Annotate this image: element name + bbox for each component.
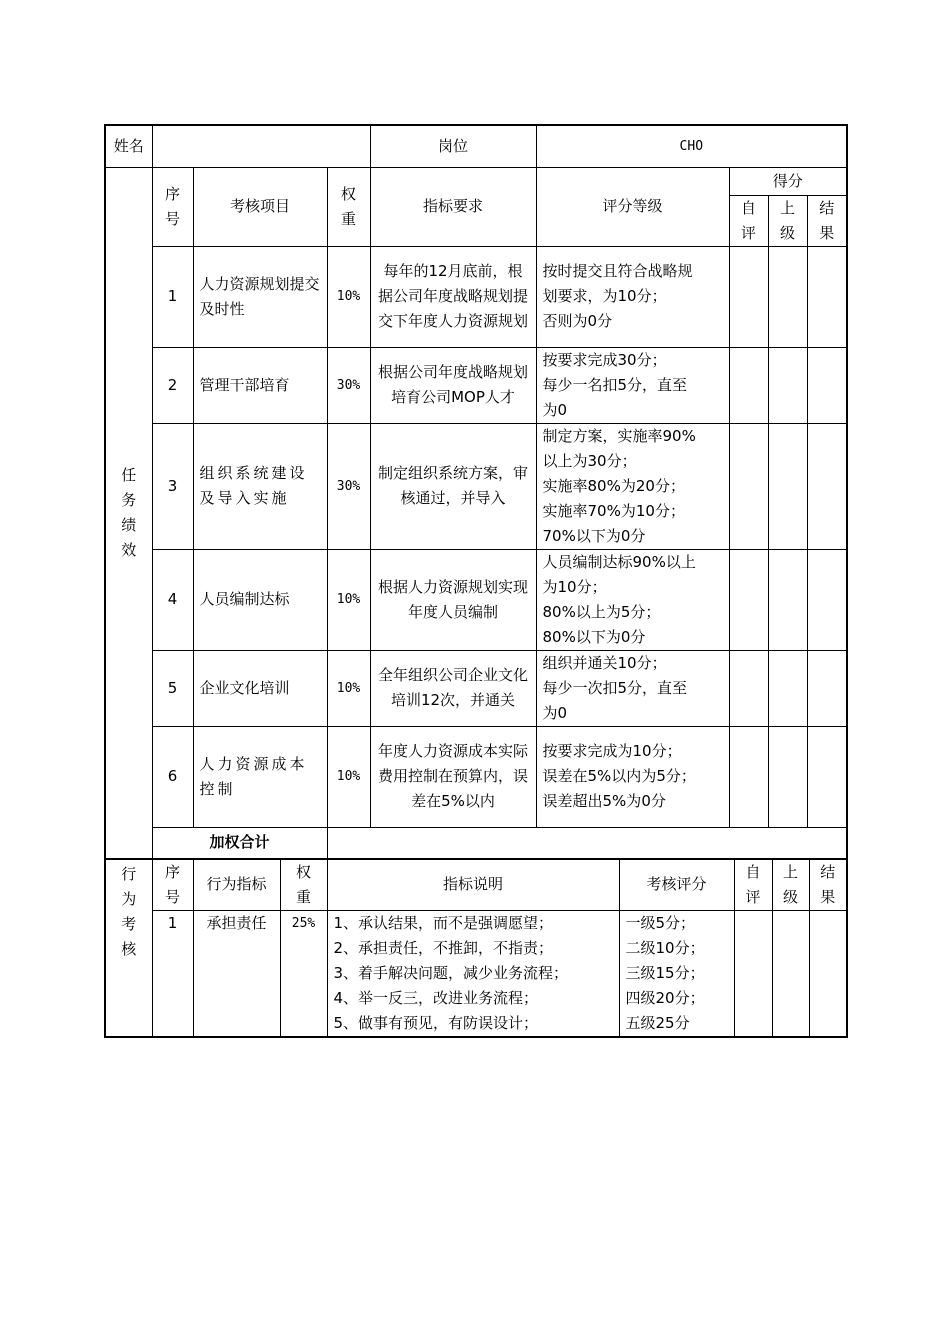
grade-line: 制定方案，实施率90% — [542, 426, 696, 445]
eval-line: 三级15分； — [625, 963, 705, 982]
task-performance-table — [104, 124, 848, 859]
weighted-total-value[interactable] — [327, 827, 847, 858]
row-item: 人力资源规划提交及时性 — [193, 246, 327, 347]
behavior-section-char: 考 — [121, 914, 137, 933]
behavior-col-superior: 上级 — [772, 859, 809, 910]
row-weight: 30% — [327, 347, 370, 423]
eval-line: 二级10分； — [625, 938, 705, 957]
col-req-header: 指标要求 — [370, 167, 536, 246]
post-label — [370, 125, 536, 167]
behavior-section-char: 行 — [121, 864, 137, 883]
col-self-header: 自评 — [729, 195, 768, 246]
col-grade-header: 评分等级 — [536, 167, 729, 246]
behavior-col-eval: 考核评分 — [619, 859, 734, 910]
grade-line: 为10分； — [542, 577, 607, 596]
superior-score-cell[interactable] — [768, 726, 807, 827]
task-section-char: 务 — [121, 490, 137, 509]
table-row — [105, 910, 847, 1037]
row-grade — [536, 347, 729, 423]
row-req: 年度人力资源成本实际费用控制在预算内，误差在5%以内 — [370, 726, 536, 827]
grade-line: 80%以下为0分 — [542, 627, 646, 646]
row-req: 每年的12月底前，根据公司年度战略规划提交下年度人力资源规划 — [370, 246, 536, 347]
superior-score-cell[interactable] — [768, 246, 807, 347]
behavior-col-weight: 权重 — [280, 859, 327, 910]
result-score-cell[interactable] — [807, 650, 847, 726]
row-item: 人力资源成本控制 — [193, 726, 327, 827]
row-req: 制定组织系统方案，审核通过，并导入 — [370, 423, 536, 549]
col-item-header: 考核项目 — [193, 167, 327, 246]
self-score-cell[interactable] — [729, 246, 768, 347]
task-section-char: 绩 — [121, 515, 137, 534]
row-req: 全年组织公司企业文化培训12次，并通关 — [370, 650, 536, 726]
grade-line: 按时提交且符合战略规 — [542, 262, 693, 280]
eval-line: 四级20分； — [625, 988, 705, 1007]
grade-line: 每少一次扣5分，直至 — [542, 678, 688, 697]
grade-line: 实施率80%为20分； — [542, 476, 685, 495]
grade-line: 每少一名扣5分，直至 — [542, 375, 688, 394]
row-item: 管理干部培育 — [193, 347, 327, 423]
self-score-cell[interactable] — [729, 726, 768, 827]
row-seq: 2 — [152, 347, 193, 423]
row-weight: 10% — [327, 650, 370, 726]
behavior-table — [104, 859, 848, 1038]
post-label-text: 岗位 — [438, 136, 469, 155]
row-grade — [536, 650, 729, 726]
table-row — [105, 549, 847, 650]
post-value[interactable]: CHO — [536, 125, 847, 167]
desc-line: 4、举一反三，改进业务流程； — [333, 988, 539, 1007]
self-score-cell[interactable] — [729, 650, 768, 726]
behavior-col-indicator: 行为指标 — [193, 859, 280, 910]
row-req: 根据公司年度战略规划培育公司MOP人才 — [370, 347, 536, 423]
table-row — [105, 726, 847, 827]
row-seq: 3 — [152, 423, 193, 549]
table-row — [105, 423, 847, 549]
weighted-total-label: 加权合计 — [152, 827, 327, 858]
assessment-form — [104, 124, 846, 1038]
behavior-row-desc — [327, 910, 619, 1037]
behavior-section-char: 为 — [121, 889, 137, 908]
grade-line: 否则为0分 — [542, 312, 613, 330]
behavior-row-weight: 25% — [280, 910, 327, 1037]
behavior-row-seq: 1 — [152, 910, 193, 1037]
behavior-col-result: 结果 — [809, 859, 847, 910]
col-score-header: 得分 — [729, 167, 847, 195]
col-result-header: 结果 — [807, 195, 847, 246]
result-score-cell[interactable] — [807, 549, 847, 650]
grade-line: 为0 — [542, 400, 568, 419]
table-row — [105, 246, 847, 347]
row-weight: 10% — [327, 246, 370, 347]
superior-score-cell[interactable] — [768, 650, 807, 726]
behavior-col-desc: 指标说明 — [327, 859, 619, 910]
self-score-cell[interactable] — [729, 549, 768, 650]
col-superior-header: 上级 — [768, 195, 807, 246]
grade-line: 按要求完成为10分； — [542, 742, 682, 760]
row-item: 人员编制达标 — [193, 549, 327, 650]
col-seq-header: 序号 — [152, 167, 193, 246]
grade-line: 80%以上为5分； — [542, 602, 661, 621]
row-seq: 6 — [152, 726, 193, 827]
task-section-label — [105, 167, 152, 858]
superior-score-cell[interactable] — [768, 549, 807, 650]
behavior-row-indicator: 承担责任 — [193, 910, 280, 1037]
row-grade — [536, 423, 729, 549]
row-weight: 10% — [327, 549, 370, 650]
desc-line: 2、承担责任，不推卸，不指责； — [333, 938, 554, 957]
grade-line: 误差在5%以内为5分； — [542, 767, 696, 785]
row-grade — [536, 246, 729, 347]
task-section-char: 任 — [121, 465, 137, 484]
table-row — [105, 347, 847, 423]
row-seq: 4 — [152, 549, 193, 650]
grade-line: 以上为30分； — [542, 451, 637, 470]
row-seq: 1 — [152, 246, 193, 347]
desc-line: 1、承认结果，而不是强调愿望； — [333, 913, 554, 932]
row-grade — [536, 549, 729, 650]
superior-score-cell[interactable] — [768, 423, 807, 549]
superior-score-cell[interactable] — [768, 347, 807, 423]
result-score-cell[interactable] — [807, 423, 847, 549]
grade-line: 按要求完成30分； — [542, 350, 667, 369]
result-score-cell[interactable] — [809, 910, 847, 1037]
row-seq: 5 — [152, 650, 193, 726]
grade-line: 划要求，为10分； — [542, 287, 667, 305]
behavior-section-char: 核 — [121, 939, 137, 958]
result-score-cell[interactable] — [807, 726, 847, 827]
col-weight-header: 权重 — [327, 167, 370, 246]
eval-line: 一级5分； — [625, 913, 696, 932]
row-req: 根据人力资源规划实现年度人员编制 — [370, 549, 536, 650]
desc-line: 3、着手解决问题，减少业务流程； — [333, 963, 569, 982]
eval-line: 五级25分 — [625, 1013, 690, 1032]
row-grade — [536, 726, 729, 827]
name-value[interactable] — [152, 125, 370, 167]
row-weight: 30% — [327, 423, 370, 549]
result-score-cell[interactable] — [807, 246, 847, 347]
behavior-col-seq: 序号 — [152, 859, 193, 910]
grade-line: 70%以下为0分 — [542, 526, 646, 545]
behavior-section-label — [105, 859, 152, 1037]
weighted-total-row — [105, 827, 847, 858]
behavior-row-eval — [619, 910, 734, 1037]
superior-score-cell[interactable] — [772, 910, 809, 1037]
task-section-char: 效 — [121, 540, 137, 559]
row-weight: 10% — [327, 726, 370, 827]
grade-line: 实施率70%为10分； — [542, 501, 685, 520]
row-item: 组织系统建设及导入实施 — [193, 423, 327, 549]
self-score-cell[interactable] — [729, 347, 768, 423]
desc-line: 5、做事有预见，有防误设计； — [333, 1013, 539, 1032]
grade-line: 人员编制达标90%以上 — [542, 552, 696, 571]
grade-line: 为0 — [542, 703, 568, 722]
behavior-col-self: 自评 — [734, 859, 772, 910]
self-score-cell[interactable] — [729, 423, 768, 549]
grade-line: 组织并通关10分； — [542, 653, 667, 672]
grade-line: 误差超出5%为0分 — [542, 792, 666, 810]
self-score-cell[interactable] — [734, 910, 772, 1037]
table-row — [105, 650, 847, 726]
name-label: 姓名 — [105, 125, 152, 167]
row-item: 企业文化培训 — [193, 650, 327, 726]
result-score-cell[interactable] — [807, 347, 847, 423]
